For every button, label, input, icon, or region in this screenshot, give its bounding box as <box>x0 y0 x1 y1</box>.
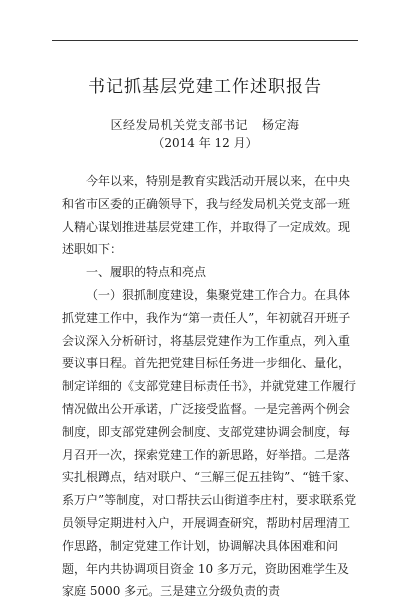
report-date: （2014 年 12 月） <box>152 136 258 150</box>
author-line <box>0 116 410 133</box>
document-title: 书记抓基层党建工作述职报告 <box>88 77 322 97</box>
intro-paragraph: 今年以来，特别是教育实践活动开展以来，在中央和省市区委的正确领导下，我与经发局机关党支部一班人精心谋划推进基层党建工作，并取得了一定成效。现述职如下： <box>62 174 351 257</box>
body-paragraph: （一）狠抓制度建设，集聚党建工作合力。在具体抓党建工作中，我作为“第一责任人”，年初就召开班子会议深入分析研讨，将基层党建作为工作重点，列入重要议事日程。首先把党建目标任务进一步细化、量化，制定详细的《支部党建目标责任书》，并就党建工作履行情况做出公开承诺，广泛接受监督。一是完善两个例会制度，即支部党建例会制度、支部党建协调会制度，每月召开一次，探索党建工作的新思路，好举措。二是落实扎根蹲点，结对联户、“三解三促五挂钩”、“链千家、系万户”等制度，对口帮扶云山街道李庄村，要求联系党员领导定期进村入户，开展调查研究，帮助村居理清工作思路，制定党建工作计划，协调解决具体困难和问题，年内共协调项目资金 10 多万元，资助困难学生及家庭 5000 多元。三是建立分级负责的责 <box>62 287 357 599</box>
header-rule <box>52 40 358 41</box>
author-unit: 区经发局机关党支部书记 <box>110 118 248 132</box>
section-heading: 一、履职的特点和亮点 <box>86 265 207 280</box>
document-body <box>62 148 360 603</box>
author-name: 杨定海 <box>262 118 300 132</box>
